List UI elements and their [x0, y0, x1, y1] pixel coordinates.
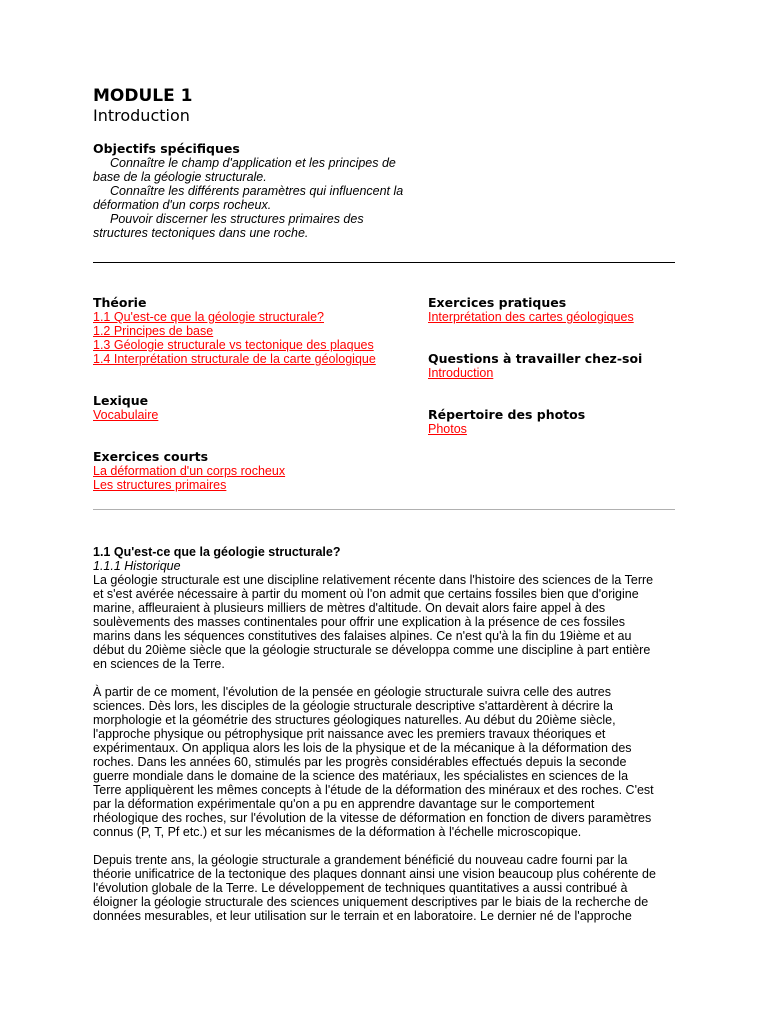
toc-exercices-pratiques — [428, 296, 634, 324]
paragraph: À partir de ce moment, l'évolution de la pensée en géologie structurale suivra celle des autres sciences. Dès lors, les disciples de la géologie structurale descriptive s'attardèrent à décrire la morphologie et la géométrie des structures géologiques naturelles. Au début du 20ième siècle, l'approche physique ou pétrophysique prit naissance avec les premiers travaux théoriques et expérimentaux. On appliqua alors les lois de la physique et de la mécanique à la déformation des roches. Dans les années 60, stimulés par les progrès considérables effectués depuis la seconde guerre mondiale dans le domaine de la science des matériaux, les spécialistes en sciences de la Terre appliquèrent les mêmes concepts à l'étude de la déformation des minéraux et des roches. C'est par la déformation expérimentale qu'on a pu en apprendre davantage sur le comportement rhéologique des roches, sur l'évolution de la vitesse de déformation en fonction de divers paramètres connus (P, T, Pf etc.) et sur les mécanismes de la déformation à l'échelle microscopique. — [93, 685, 654, 839]
link-photos[interactable]: Photos — [428, 422, 467, 436]
toc-theorie — [93, 296, 376, 366]
lexique-heading: Lexique — [93, 393, 149, 408]
exercices-pratiques-heading: Exercices pratiques — [428, 295, 567, 310]
toc-photos — [428, 408, 585, 436]
link-vocabulaire[interactable]: Vocabulaire — [93, 408, 159, 422]
subsection-title: 1.1.1 Historique — [93, 559, 181, 573]
objectives-section — [93, 142, 433, 240]
section-title: 1.1 Qu'est-ce que la géologie structurale? — [93, 545, 341, 559]
paragraph: Depuis trente ans, la géologie structurale a grandement bénéficié du nouveau cadre fourni par la théorie unificatrice de la tectonique des plaques donnant ainsi une vision beaucoup plus cohérente de l'évolution globale de la Terre. Le développement de techniques quantitatives a aussi contribué à éloigner la géologie structurale des sciences uniquement descriptives par le biais de la recherche de données mesurables, et leur utilisation sur le terrain et en laboratoire. Le dernier né de l'approche — [93, 853, 656, 923]
objective-item: Connaître le champ d'application et les principes de base de la géologie structurale. — [93, 156, 396, 184]
toc-lexique — [93, 394, 158, 422]
link-section-1-4[interactable]: 1.4 Interprétation structurale de la carte géologique — [93, 352, 376, 366]
theorie-heading: Théorie — [93, 295, 147, 310]
link-deformation-corps-rocheux[interactable]: La déformation d'un corps rocheux — [93, 464, 286, 478]
questions-heading: Questions à travailler chez-soi — [428, 351, 643, 366]
link-section-1-3[interactable]: 1.3 Géologie structurale vs tectonique des plaques — [93, 338, 374, 352]
module-title: MODULE 1 — [93, 86, 193, 106]
link-interpretation-cartes[interactable]: Interprétation des cartes géologiques — [428, 310, 634, 324]
paragraph: La géologie structurale est une discipline relativement récente dans l'histoire des sciences de la Terre et s'est avérée nécessaire à partir du moment où l'on admit que certains fossiles bien que d'origine marine, affleuraient à plusieurs milliers de mètres d'altitude. On devait alors faire appel à des soulèvements des masses continentales pour offrir une explication à la présence de ces fossiles marins dans les séquences constitutives des falaises alpines. Ce n'est qu'à la fin du 19ième et au début du 20ième siècle que la géologie structurale se développa comme une discipline à part entière en sciences de la Terre. — [93, 573, 654, 671]
objectives-heading: Objectifs spécifiques — [93, 141, 240, 156]
objective-item: Pouvoir discerner les structures primaires des structures tectoniques dans une roche. — [93, 212, 364, 240]
module-subtitle: Introduction — [93, 106, 190, 125]
objective-item: Connaître les différents paramètres qui influencent la déformation d'un corps rocheux. — [93, 184, 404, 212]
toc-questions — [428, 352, 642, 380]
main-content — [93, 545, 683, 937]
link-section-1-2[interactable]: 1.2 Principes de base — [93, 324, 214, 338]
link-section-1-1[interactable]: 1.1 Qu'est-ce que la géologie structurale? — [93, 310, 324, 324]
exercices-courts-heading: Exercices courts — [93, 449, 209, 464]
link-introduction[interactable]: Introduction — [428, 366, 494, 380]
photos-heading: Répertoire des photos — [428, 407, 586, 422]
toc-exercices-courts — [93, 450, 285, 492]
divider-rule — [93, 262, 675, 263]
divider-rule-light — [93, 509, 675, 510]
link-structures-primaires[interactable]: Les structures primaires — [93, 478, 227, 492]
